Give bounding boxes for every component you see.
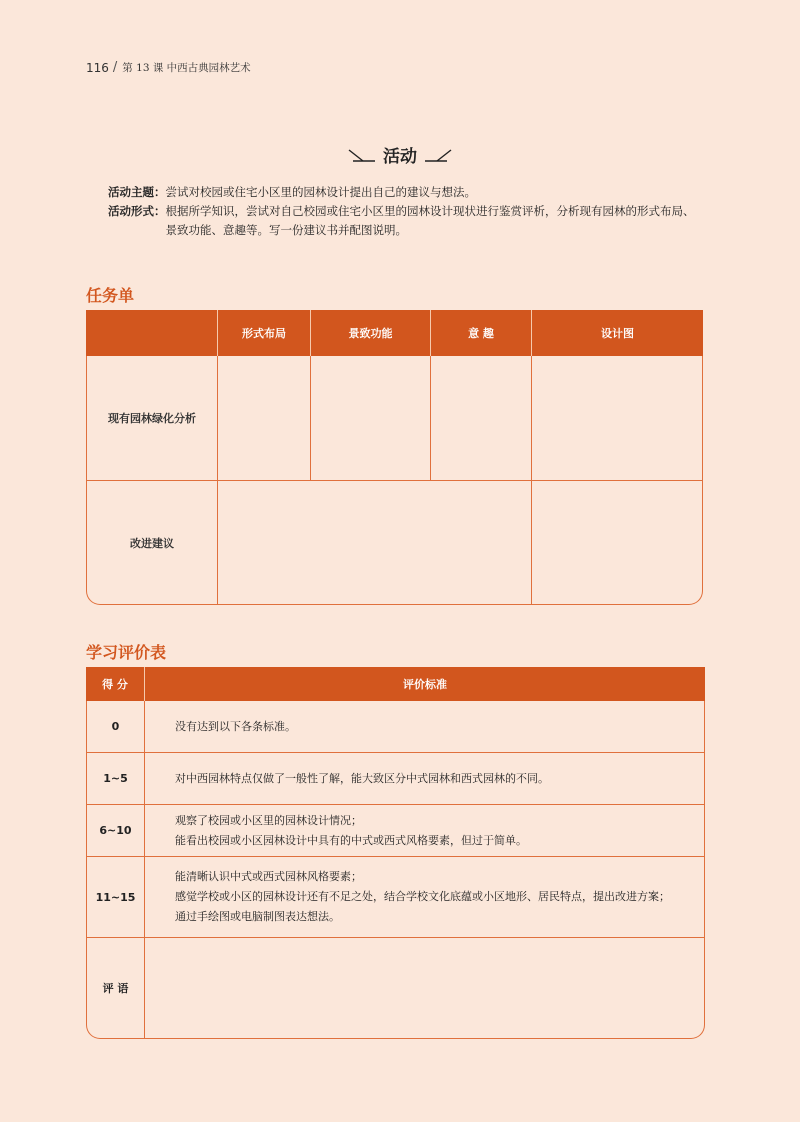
analysis-function-cell[interactable] [311,356,431,481]
analysis-interest-cell[interactable] [431,356,532,481]
comment-label: 评 语 [86,938,145,1039]
task-table [86,310,703,605]
activity-theme [108,183,704,202]
eval-header-criteria: 评价标准 [145,667,705,701]
criteria-11-15-line-1: 能清晰认识中式或西式园林风格要素； [175,870,362,883]
criteria-11-15-line-2: 感觉学校或小区的园林设计还有不足之处，结合学校文化底蕴或小区地形、居民特点，提出改进方案； [175,890,670,903]
score-1-5: 1~5 [86,753,145,805]
criteria-11-15 [145,857,705,938]
comment-cell[interactable] [145,938,705,1039]
form-text: 根据所学知识，尝试对自己校园或住宅小区里的园林设计现状进行鉴赏评析，分析现有园林的形式布局、景致功能、意趣等。写一份建议书并配图说明。 [165,204,695,237]
criteria-1-5 [145,753,705,805]
task-header-layout: 形式布局 [218,310,311,356]
eval-header-score: 得 分 [86,667,145,701]
form-label: 活动形式： [108,204,166,218]
row-label-suggestion: 改进建议 [86,481,218,605]
criteria-1-5-line-1: 对中西园林特点仅做了一般性了解，能大致区分中式园林和西式园林的不同。 [175,771,549,785]
task-header-empty [86,310,218,356]
suggestion-design-cell[interactable] [532,481,703,605]
criteria-6-10 [145,805,705,857]
criteria-0 [145,701,705,753]
activity-heading [0,142,800,167]
theme-label: 活动主题： [108,185,166,199]
criteria-6-10-line-2: 能看出校园或小区园林设计中具有的中式或西式风格要素，但过于简单。 [175,833,527,847]
criteria-11-15-line-3: 通过手绘图或电脑制图表达想法。 [175,910,340,923]
evaluation-table [86,667,705,1039]
left-deco-icon [347,147,377,163]
analysis-design-cell[interactable] [532,356,703,481]
lesson-title: 第 13 课 中西古典园林艺术 [122,62,251,74]
criteria-6-10-line-1: 观察了校园或小区里的园林设计情况； [175,813,362,827]
evaluation-title: 学习评价表 [86,643,167,662]
activity-title: 活动 [383,147,417,167]
analysis-layout-cell[interactable] [218,356,311,481]
score-6-10: 6~10 [86,805,145,857]
task-header-interest: 意 趣 [431,310,532,356]
task-header-function: 景致功能 [311,310,431,356]
page-header [86,60,251,75]
task-list-title: 任务单 [86,286,135,305]
theme-text: 尝试对校园或住宅小区里的园林设计提出自己的建议与想法。 [165,185,476,199]
score-0: 0 [86,701,145,753]
activity-form [108,202,704,240]
header-divider: / [112,60,118,75]
task-header-design: 设计图 [532,310,703,356]
criteria-0-line-1: 没有达到以下各条标准。 [175,719,296,733]
score-11-15: 11~15 [86,857,145,938]
page-number: 116 [86,60,109,75]
right-deco-icon [423,147,453,163]
row-label-analysis: 现有园林绿化分析 [86,356,218,481]
suggestion-text-cell[interactable] [218,481,532,605]
